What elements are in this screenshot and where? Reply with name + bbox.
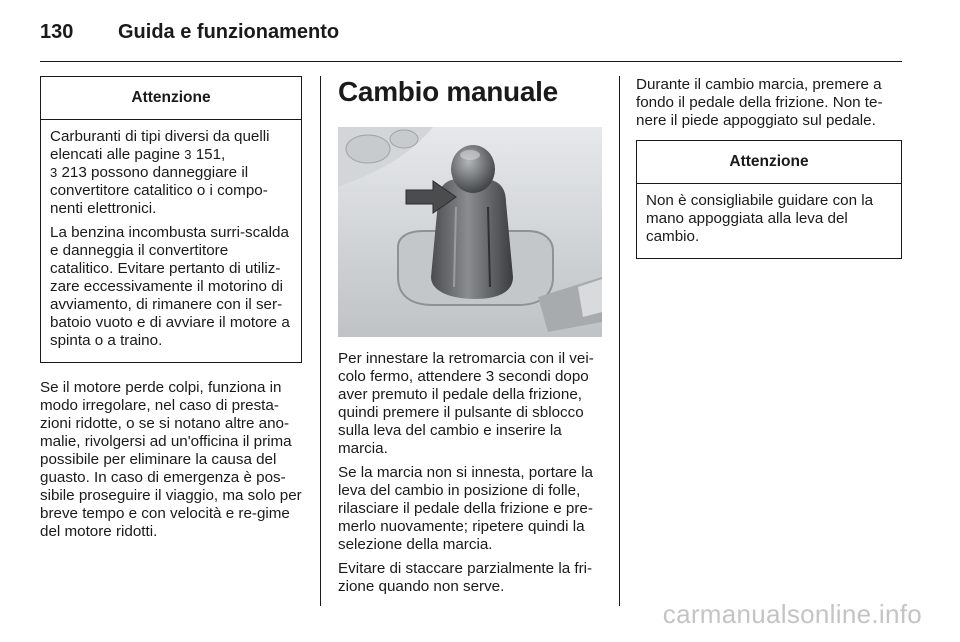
warning-body <box>41 120 301 362</box>
reverse-gear-paragraph: Per innestare la retromarcia con il vei-colo fermo, attendere 3 secondi dopo aver premuto il pedale della frizione, quindi premere il pulsante di sblocco sulla leva del cambio e inserire la marcia. <box>338 350 594 457</box>
gear-not-engaging-paragraph: Se la marcia non si innesta, portare la leva del cambio in posizione di folle, rilasciare il pedale della frizione e pre-merlo nuovamente; ripetere quindi la selezione della marcia. <box>338 464 593 553</box>
warning-box-fuel <box>40 76 302 363</box>
gear-shift-photo <box>338 127 602 337</box>
warning-text-ref2: 213 possono danneggiare il convertitore catalitico o i compo-nenti elettronici. <box>50 164 268 217</box>
column-divider <box>320 76 321 606</box>
header-rule <box>40 61 902 62</box>
warning-paragraph <box>50 128 292 218</box>
warning-title: Attenzione <box>637 141 901 184</box>
warning-text: Carburanti di tipi diversi da quelli elencati alle pagine <box>50 128 270 163</box>
column-2 <box>338 76 602 602</box>
page-header <box>40 20 339 44</box>
page-number: 130 <box>40 20 74 43</box>
chapter-title: Cambio manuale <box>338 76 558 107</box>
watermark: carmanualsonline.info <box>662 599 922 629</box>
warning-body <box>637 184 901 258</box>
warning-paragraph-2: La benzina incombusta surri-scalda e danneggia il convertitore catalitico. Evitare pertanto di utiliz-zare eccessivamente il motorino di avviamento, di rimanere con il ser-batoio vuoto e di avviare il motore a spinta o a traino. <box>50 224 290 349</box>
clutch-pedal-paragraph: Durante il cambio marcia, premere a fondo il pedale della frizione. Non te-nere il piede appoggiato sul pedale. <box>636 76 883 129</box>
column-3 <box>636 76 902 259</box>
warning-paragraph: Non è consigliabile guidare con la mano appoggiata alla leva del cambio. <box>646 192 874 245</box>
column-divider <box>619 76 620 606</box>
clutch-paragraph: Evitare di staccare parzialmente la fri-zione quando non serve. <box>338 560 593 595</box>
section-title: Guida e funzionamento <box>118 20 340 43</box>
warning-box-hand <box>636 140 902 259</box>
column-1 <box>40 76 302 547</box>
page-reference-icon: 3 <box>50 165 58 180</box>
warning-text-ref1: 151, <box>191 146 226 163</box>
warning-title: Attenzione <box>41 77 301 120</box>
engine-malfunction-paragraph: Se il motore perde colpi, funziona in modo irregolare, nel caso di presta-zioni ridotte, o se si notano altre ano-malie, rivolgersi ad un'officina il prima possibile per eliminare la causa del guasto. In caso di emergenza è pos-sibile proseguire il viaggio, ma solo per breve tempo e con velocità e re-gime del motore ridotti. <box>40 379 302 540</box>
page-reference-icon: 3 <box>184 147 192 162</box>
